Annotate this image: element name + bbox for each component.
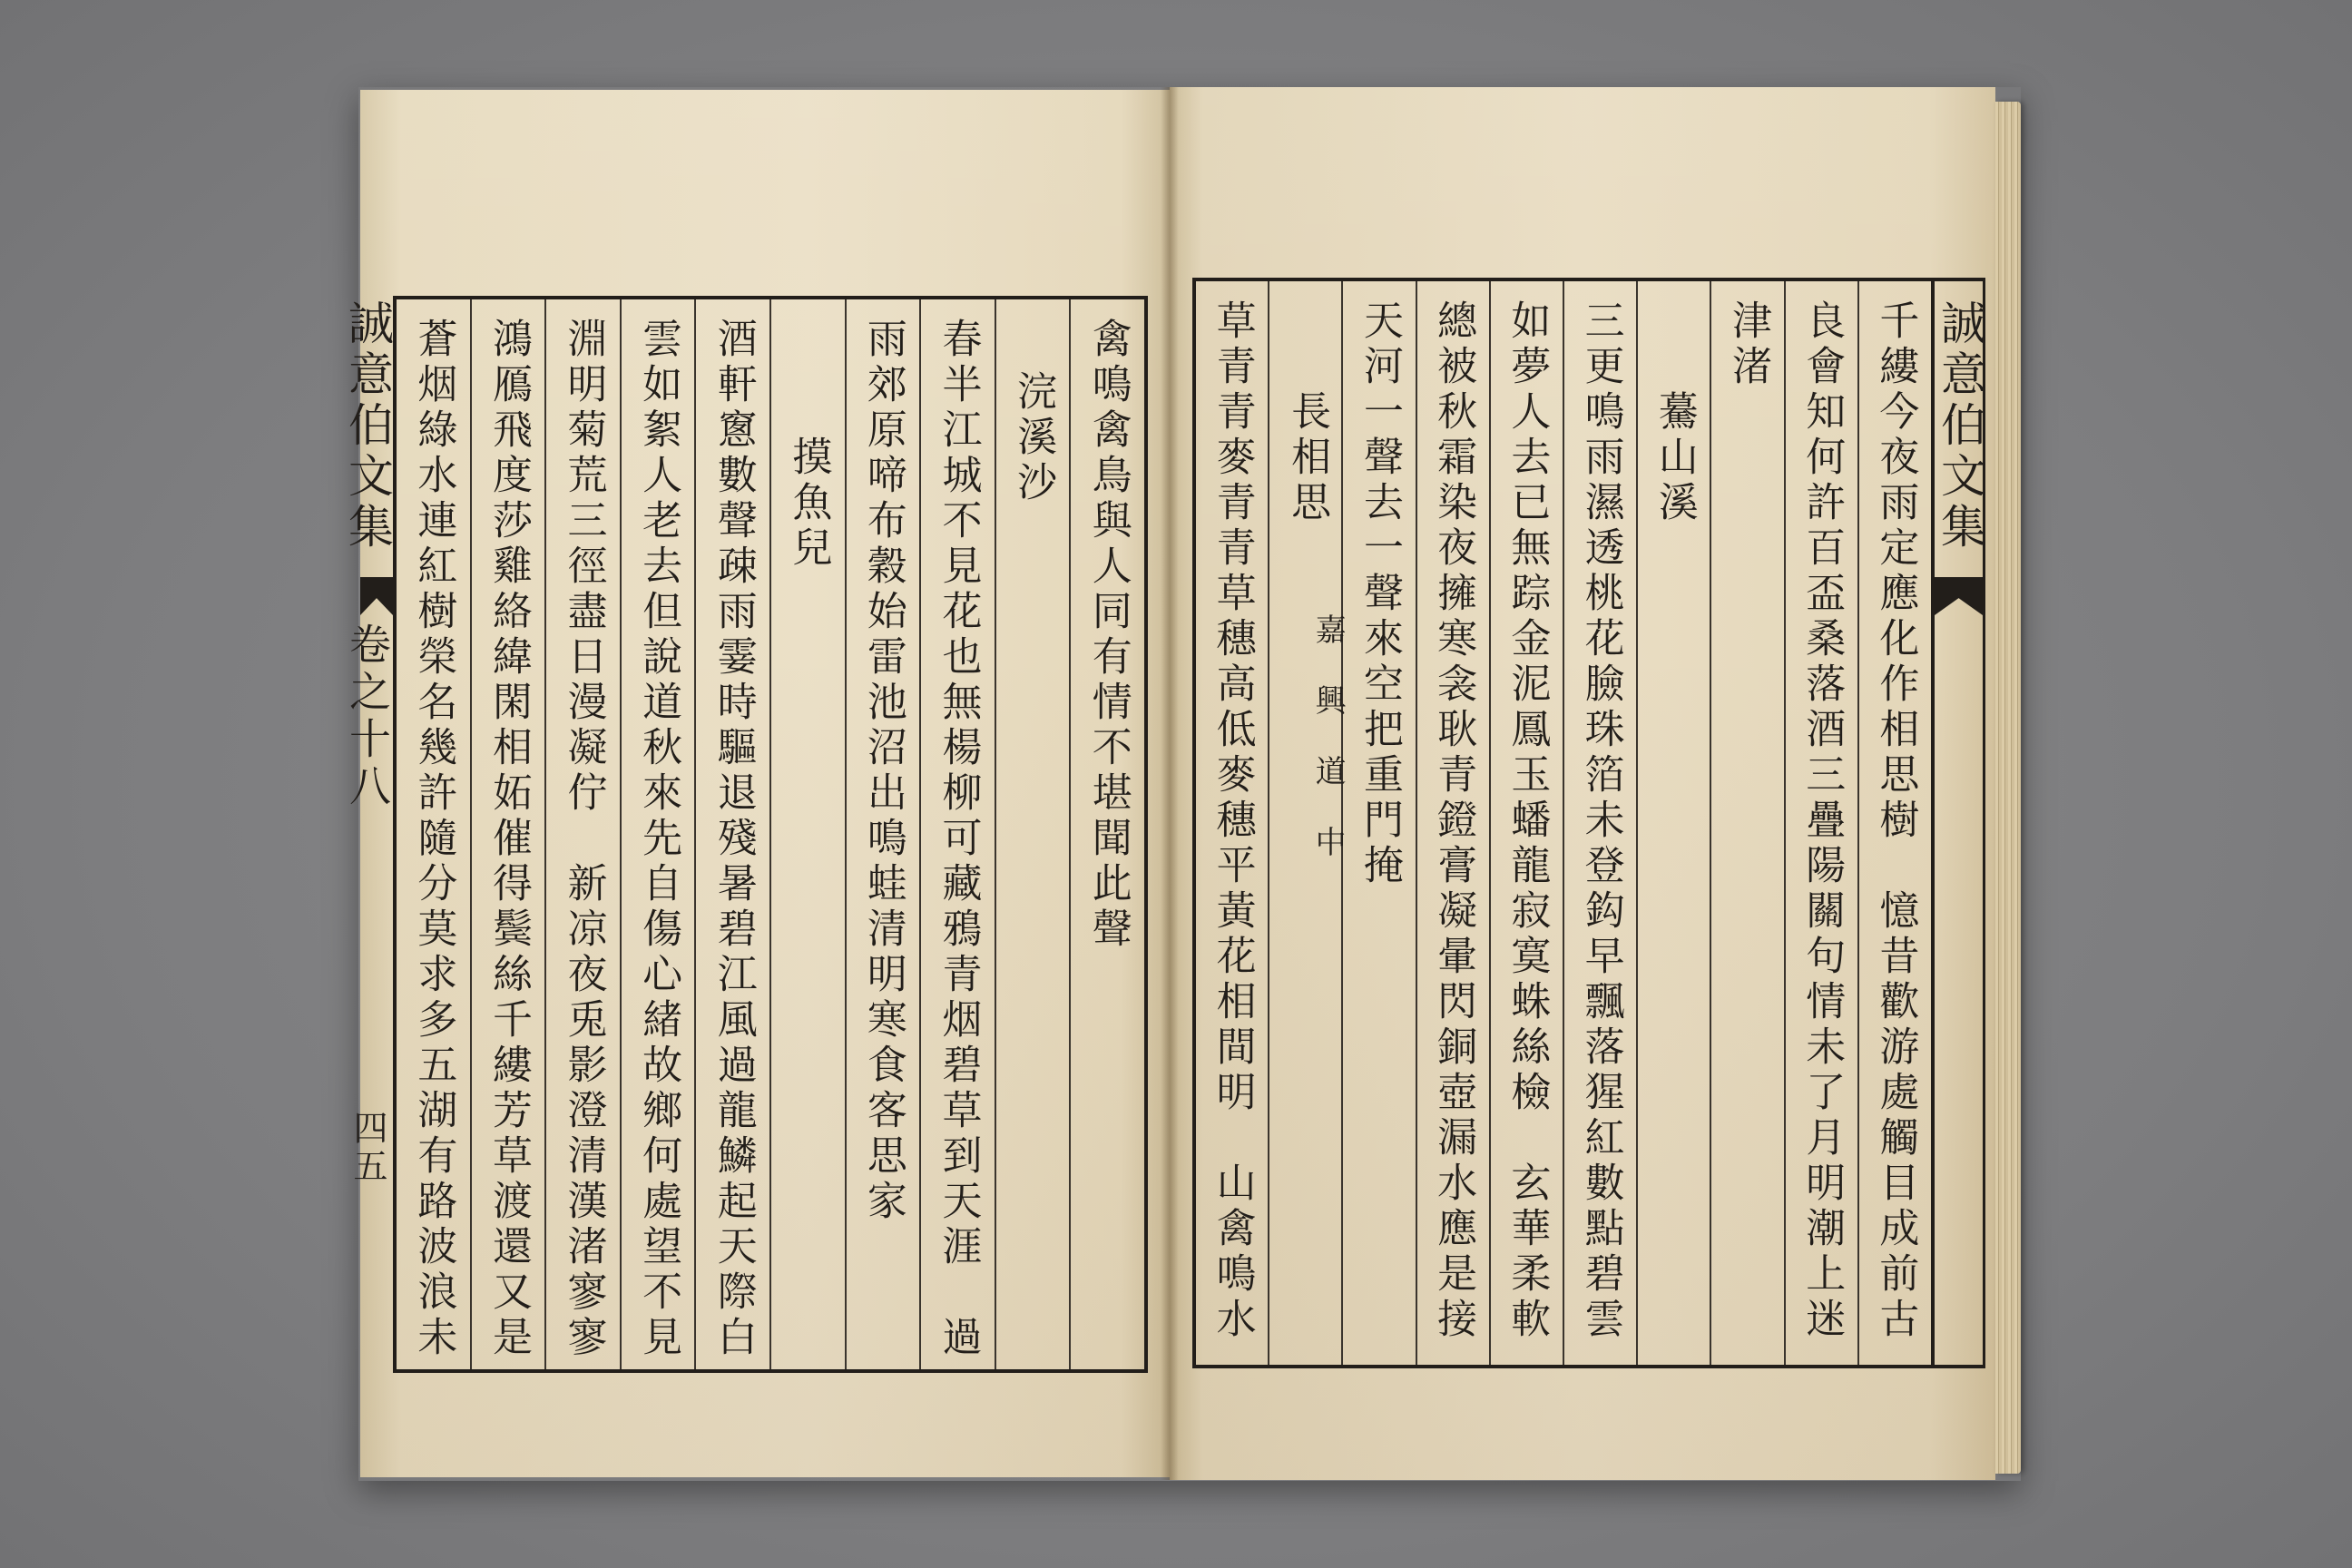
column-text: 千縷今夜雨定應化作相思樹 憶昔歡游處觸目成前古: [1872, 299, 1919, 1343]
text-column: [845, 299, 920, 1369]
column-text: 雨郊原啼布穀始雷池沼出鳴蛙清明寒食客思家: [859, 318, 906, 1225]
text-column: [995, 299, 1070, 1369]
column-text: 蒼烟綠水連紅樹榮名幾許隨分莫求多五湖有路波浪未: [410, 318, 457, 1361]
book-gutter-shadow: [1161, 87, 1179, 1480]
text-column: [769, 299, 845, 1369]
text-frame: [393, 296, 1148, 1373]
text-column: [397, 299, 470, 1369]
text-column: [1710, 281, 1783, 1365]
text-column: [1563, 281, 1636, 1365]
page-edges-stack: [1995, 102, 2021, 1474]
poem-subtitle: 嘉興道中: [1309, 613, 1347, 897]
fold-book-title: 誠意伯文集: [341, 299, 394, 554]
text-column: [919, 299, 995, 1369]
column-text: 良會知何許百盃桑落酒三疊陽關句情未了月明潮上迷: [1798, 299, 1846, 1343]
column-text: 春半江城不見花也無楊柳可藏鴉青烟碧草到天涯 過: [935, 318, 982, 1361]
text-column: [620, 299, 695, 1369]
column-text: 總被秋霜染夜擁寒衾耿青鐙膏凝暈閃銅壺漏水應是接: [1430, 299, 1477, 1343]
fold-page-number: 四五: [348, 1110, 387, 1186]
column-text: 淵明菊荒三徑盡日漫凝佇 新凉夜兎影澄清漢渚寥寥: [560, 318, 607, 1361]
column-text: 津渚: [1724, 299, 1771, 390]
text-column: [1069, 299, 1144, 1369]
fold-volume-number: 卷之十八: [343, 622, 392, 811]
column-text: 天河一聲去一聲來空把重門掩: [1356, 299, 1403, 889]
column-text: 鴻鴈飛度莎雞絡緯閑相妬催得鬓絲千縷芳草渡還又是: [485, 318, 532, 1361]
text-column: [470, 299, 545, 1369]
column-text: 禽鳴禽鳥與人同有情不堪聞此聲: [1084, 318, 1132, 953]
poem-title: 驀山溪: [1651, 390, 1698, 526]
poem-title: 摸魚兒: [785, 436, 832, 572]
text-column: [1636, 281, 1710, 1365]
text-column: [1196, 281, 1268, 1365]
text-column: [1489, 281, 1563, 1365]
poem-title: 長相思: [1284, 390, 1331, 526]
left-page: [341, 90, 1170, 1477]
text-column: [544, 299, 620, 1369]
column-text: 草青青麥青青草穗高低麥穗平黃花相間明 山禽鳴水: [1209, 299, 1256, 1343]
right-page: [1170, 87, 1995, 1480]
column-text: 酒軒窻數聲疎雨霎時驅退殘暑碧江風過龍鱗起天際白: [710, 318, 757, 1361]
column-text: 三更鳴雨濕透桃花臉珠箔未登鈎早飄落猩紅數點碧雲: [1577, 299, 1624, 1343]
column-text: 雲如絮人老去但說道秋來先自傷心緒故鄉何處望不見: [635, 318, 682, 1361]
text-column: [1416, 281, 1489, 1365]
fish-tail-mark: [360, 577, 393, 615]
text-frame: [1192, 278, 1935, 1368]
poem-title: 浣溪沙: [1010, 370, 1057, 506]
column-text: 如夢人去已無踪金泥鳳玉蟠龍寂寞蛛絲檢 玄華柔軟: [1504, 299, 1551, 1343]
text-column: [1341, 281, 1415, 1365]
text-column: [1784, 281, 1857, 1365]
text-column: [694, 299, 769, 1369]
fold-book-title: 誠意伯文集: [1934, 299, 1986, 554]
text-column: [1268, 281, 1347, 1365]
text-column: [1857, 281, 1931, 1365]
